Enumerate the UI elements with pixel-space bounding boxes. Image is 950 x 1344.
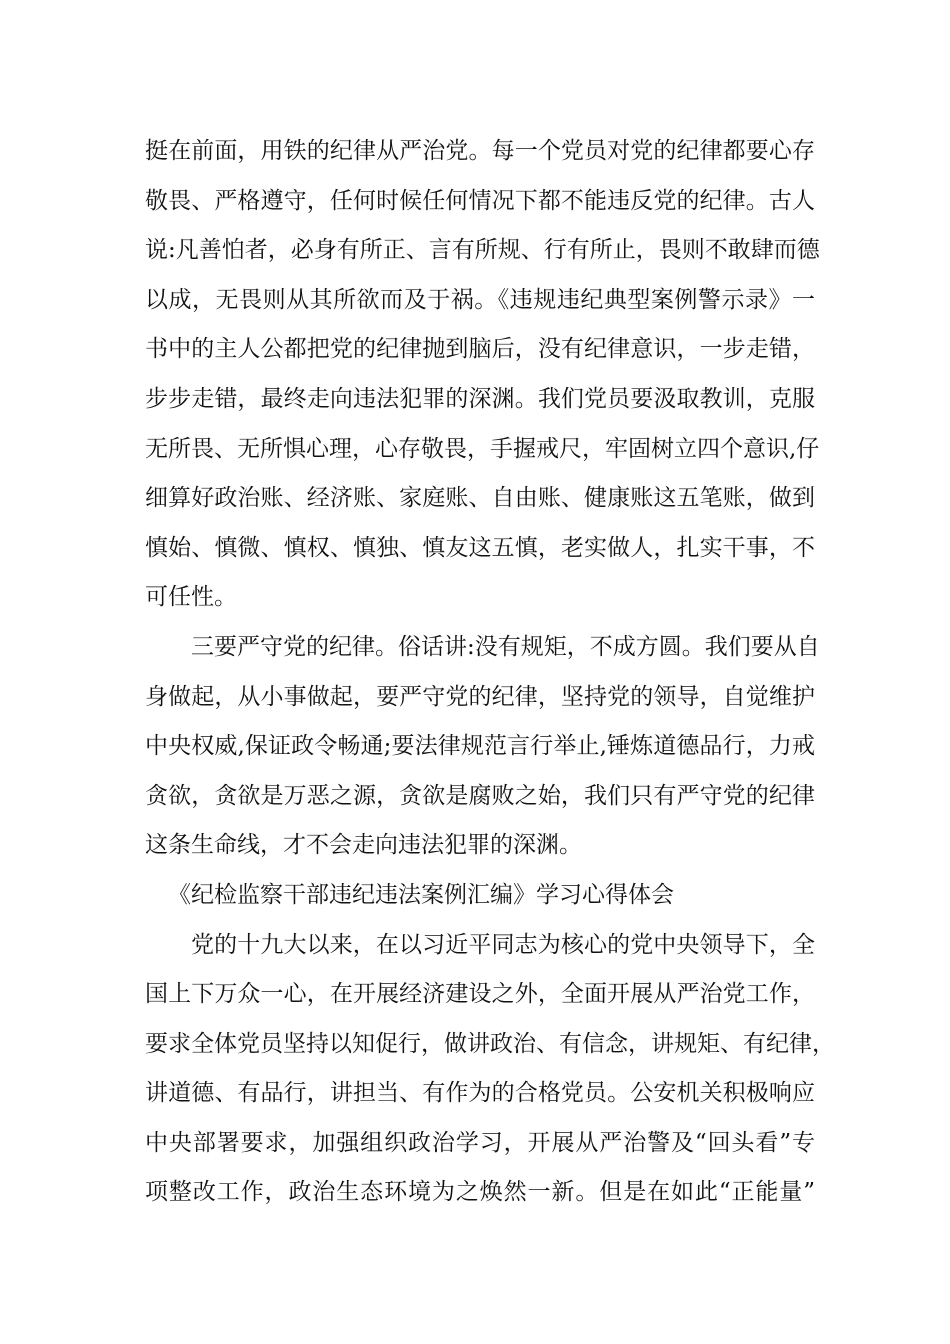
text-line: 身做起，从小事做起，要严守党的纪律，坚持党的领导，自觉维护 (145, 683, 815, 710)
text-line: 以成，无畏则从其所欲而及于祸。《违规违纪典型案例警示录》一 (145, 286, 815, 313)
text-line: 中央部署要求，加强组织政治学习，开展从严治警及“回头看”专 (145, 1129, 815, 1156)
text-line: 三要严守党的纪律。俗话讲:没有规矩，不成方圆。我们要从自 (191, 633, 820, 660)
text-line: 敬畏、严格遵守，任何时候任何情况下都不能违反党的纪律。古人 (145, 187, 815, 214)
text-line: 细算好政治账、经济账、家庭账、自由账、健康账这五笔账，做到 (145, 485, 815, 512)
text-line: 讲道德、有品行，讲担当、有作为的合格党员。公安机关积极响应 (145, 1080, 815, 1107)
text-line: 项整改工作，政治生态环境为之焕然一新。但是在如此“正能量” (145, 1179, 815, 1206)
text-line: 要求全体党员坚持以知促行，做讲政治、有信念，讲规矩、有纪律， (145, 1030, 835, 1057)
text-line: 党的十九大以来，在以习近平同志为核心的党中央领导下，全 (191, 931, 815, 958)
text-line: 可任性。 (145, 584, 237, 611)
text-line: 挺在前面，用铁的纪律从严治党。每一个党员对党的纪律都要心存 (145, 138, 815, 164)
section-heading: 《纪检监察干部违纪违法案例汇编》学习心得体会 (168, 881, 674, 908)
text-line: 这条生命线，才不会走向违法犯罪的深渊。 (145, 832, 582, 859)
text-line: 中央权威,保证政令畅通;要法律规范言行举止,锤炼道德品行，力戒 (145, 733, 815, 760)
text-line: 说:凡善怕者，必身有所正、言有所规、行有所止，畏则不敢肆而德 (145, 237, 820, 264)
text-line: 书中的主人公都把党的纪律抛到脑后，没有纪律意识，一步走错， (145, 336, 815, 363)
text-line: 步步走错，最终走向违法犯罪的深渊。我们党员要汲取教训，克服 (145, 385, 815, 412)
text-line: 国上下万众一心，在开展经济建设之外，全面开展从严治党工作， (145, 981, 815, 1008)
text-line: 贪欲，贪欲是万恶之源，贪欲是腐败之始，我们只有严守党的纪律 (145, 782, 815, 809)
text-line: 慎始、慎微、慎权、慎独、慎友这五慎，老实做人，扎实干事，不 (145, 534, 815, 561)
text-line: 无所畏、无所惧心理，心存敬畏，手握戒尺，牢固树立四个意识,仔 (145, 435, 820, 462)
document-body (145, 127, 835, 1218)
